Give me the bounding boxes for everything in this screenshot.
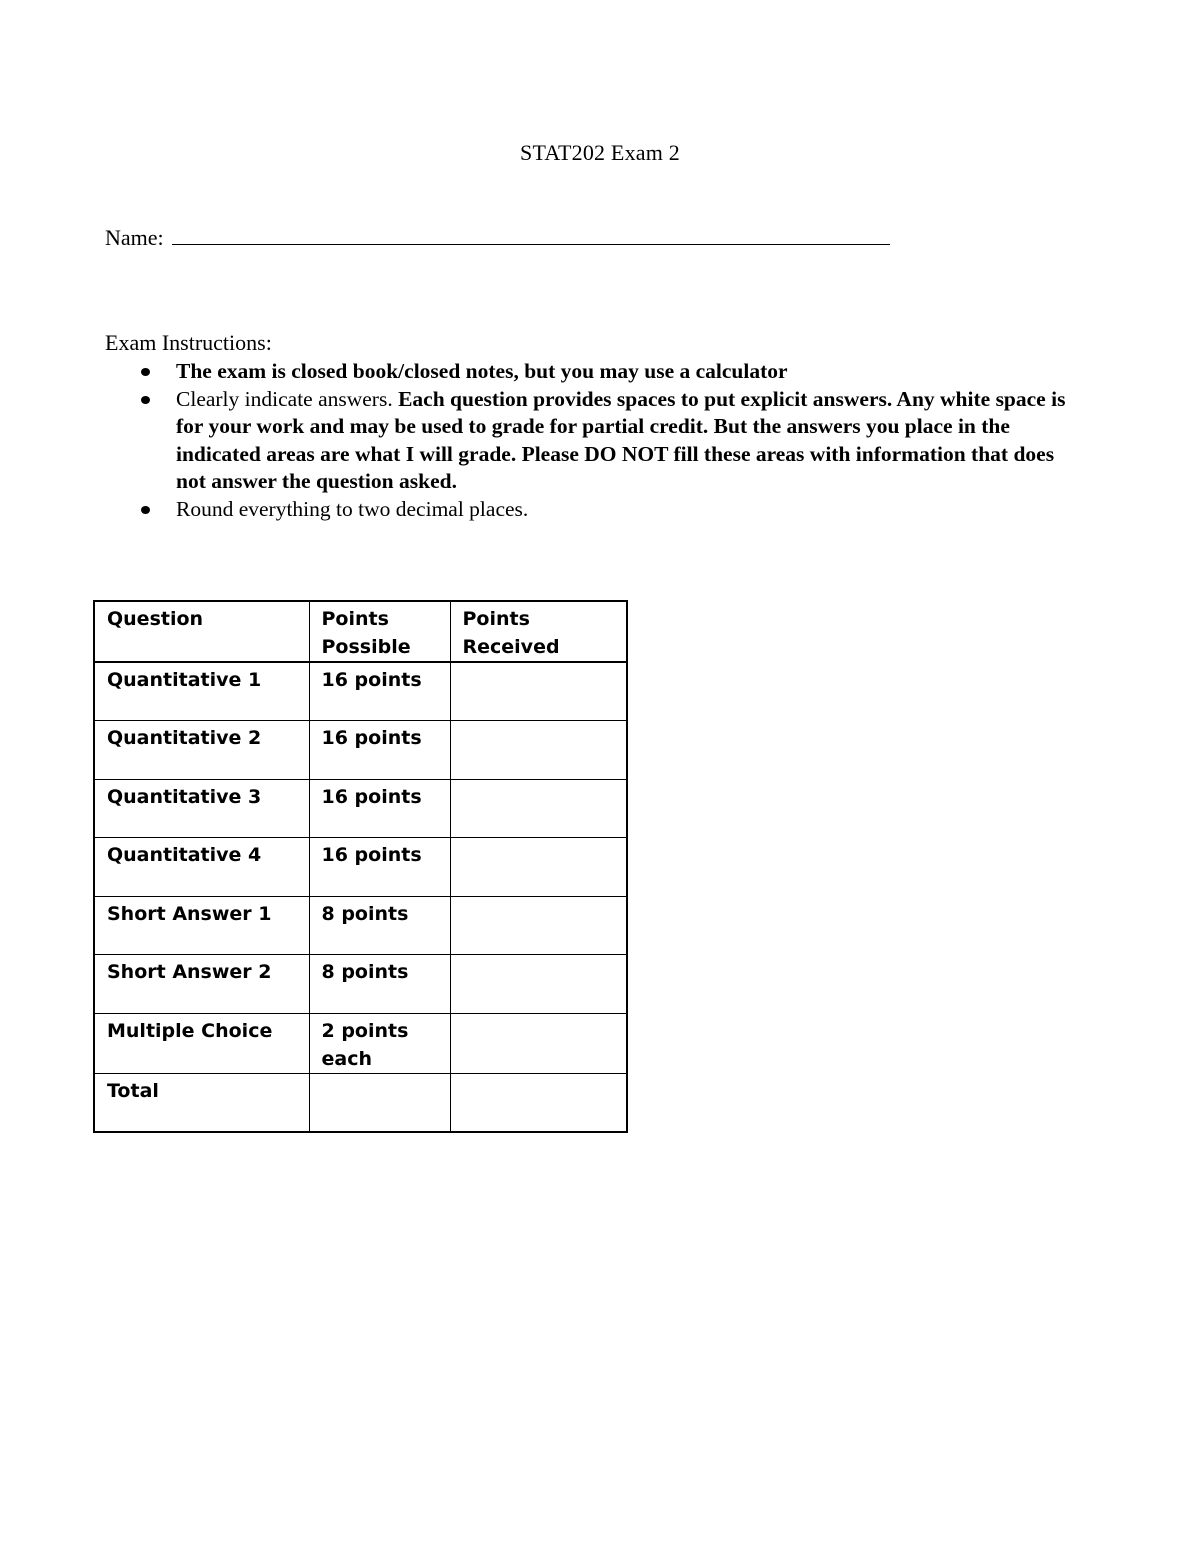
points-received-cell[interactable] [450, 896, 627, 955]
points-received-cell[interactable] [450, 662, 627, 721]
question-cell: Quantitative 1 [94, 662, 309, 721]
name-label: Name: [105, 225, 164, 250]
points-possible-cell: 2 points each [309, 1013, 450, 1073]
points-received-cell[interactable] [450, 1073, 627, 1132]
points-received-cell[interactable] [450, 779, 627, 838]
points-possible-cell [309, 1073, 450, 1132]
question-cell: Short Answer 1 [94, 896, 309, 955]
question-cell: Total [94, 1073, 309, 1132]
header-points-possible: Points Possible [309, 601, 450, 662]
instruction-bold-text: The exam is closed book/closed notes, but you may use a calculator [176, 359, 788, 383]
points-received-cell[interactable] [450, 955, 627, 1014]
name-row [105, 222, 890, 251]
question-cell: Multiple Choice [94, 1013, 309, 1073]
points-possible-cell: 8 points [309, 955, 450, 1014]
instruction-text: Round everything to two decimal places. [176, 496, 529, 521]
points-possible-cell: 16 points [309, 721, 450, 780]
header-points-received: Points Received [450, 601, 627, 662]
table-row [94, 1013, 627, 1073]
page-title: STAT202 Exam 2 [520, 140, 680, 165]
table-row [94, 838, 627, 897]
table-row [94, 955, 627, 1014]
question-cell: Quantitative 2 [94, 721, 309, 780]
points-received-cell[interactable] [450, 721, 627, 780]
question-cell: Quantitative 3 [94, 779, 309, 838]
question-cell: Short Answer 2 [94, 955, 309, 1014]
points-received-cell[interactable] [450, 1013, 627, 1073]
instruction-item [176, 496, 1076, 524]
points-possible-cell: 16 points [309, 662, 450, 721]
points-possible-cell: 16 points [309, 779, 450, 838]
instructions-list [176, 358, 1076, 523]
table-total-row [94, 1073, 627, 1132]
table-row [94, 662, 627, 721]
bullet-icon [141, 368, 150, 376]
bullet-icon [141, 506, 150, 514]
score-table [93, 600, 628, 1133]
name-blank-line[interactable] [172, 222, 890, 245]
instruction-bold-text: Each question provides spaces to put explicit answers. Any white space is for your work and may be used to grade for partial credit. But the answers you place in the indicated areas are what I will grade. Please DO NOT fill these areas with information that does not answer the question asked. [176, 386, 1066, 493]
bullet-icon [141, 396, 150, 404]
question-cell: Quantitative 4 [94, 838, 309, 897]
instruction-text: Clearly indicate answers. [176, 386, 399, 411]
table-row [94, 721, 627, 780]
table-row [94, 779, 627, 838]
points-possible-cell: 16 points [309, 838, 450, 897]
instructions-heading: Exam Instructions: [105, 330, 272, 355]
table-row [94, 896, 627, 955]
points-received-cell[interactable] [450, 838, 627, 897]
points-possible-cell: 8 points [309, 896, 450, 955]
header-question: Question [94, 601, 309, 662]
table-header-row [94, 601, 627, 662]
instruction-item [176, 386, 1076, 496]
instruction-item [176, 358, 1076, 386]
